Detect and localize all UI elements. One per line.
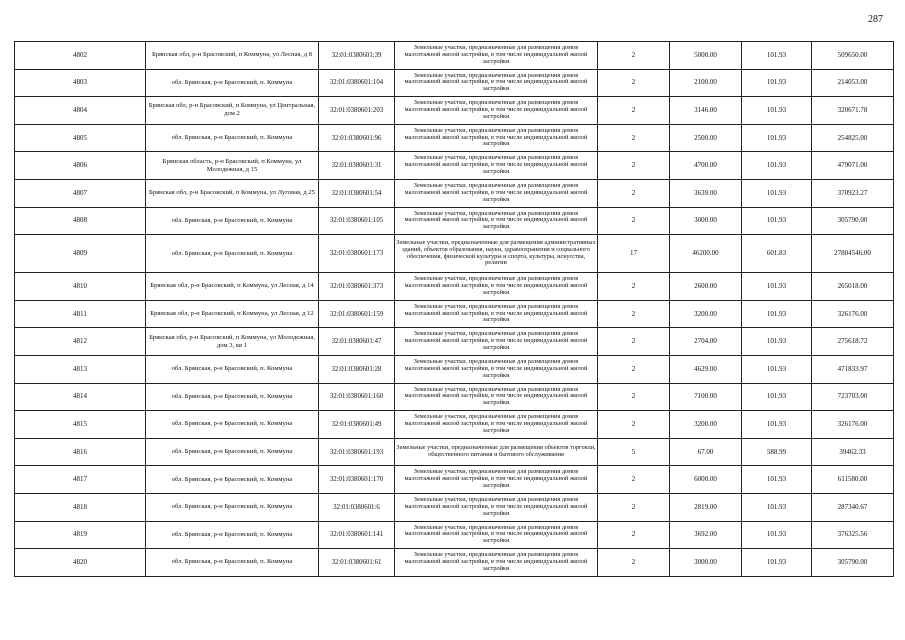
cadastral-value-cell: 723703.00 — [812, 383, 894, 411]
cadastral-number-cell: 32:01:0380601:96 — [319, 124, 395, 152]
land-use-cell: Земельные участки, предназначенные для размещения домов малоэтажной жилой застройки, в том числе индивидуальной жилой застройки — [395, 328, 598, 356]
use-group-cell: 2 — [598, 273, 670, 301]
area-cell: 67.00 — [670, 438, 742, 466]
table-row — [15, 355, 894, 383]
land-use-cell: Земельные участки, предназначенные для размещения домов малоэтажной жилой застройки, в том числе индивидуальной жилой застройки — [395, 207, 598, 235]
table-row — [15, 411, 894, 439]
address-cell: обл. Брянская, р-н Брасовский, п. Коммуна — [146, 124, 319, 152]
cadastral-number-cell: 32:01:0380601:373 — [319, 273, 395, 301]
row-number-cell: 4806 — [15, 152, 146, 180]
row-number-cell: 4805 — [15, 124, 146, 152]
cadastral-number-cell: 32:01:0380601:193 — [319, 438, 395, 466]
table-row — [15, 207, 894, 235]
cadastral-value-cell: 305790.00 — [812, 207, 894, 235]
address-cell: обл. Брянская, р-н Брасовский, п. Коммуна — [146, 69, 319, 97]
land-plots-table — [14, 41, 894, 577]
cadastral-number-cell: 32:01:0380601:104 — [319, 69, 395, 97]
address-cell: обл. Брянская, р-н Брасовский, п. Коммуна — [146, 466, 319, 494]
use-group-cell: 2 — [598, 493, 670, 521]
cadastral-number-cell: 32:01:0380601:203 — [319, 97, 395, 125]
address-cell: Брянская обл, р-н Брасовский, п Коммуна, ул Лесная, д 14 — [146, 273, 319, 301]
land-use-cell: Земельные участки, предназначенные для размещения домов малоэтажной жилой застройки, в том числе индивидуальной жилой застройки — [395, 69, 598, 97]
cadastral-number-cell: 32:01:0380601:61 — [319, 549, 395, 577]
specific-value-cell: 101.93 — [742, 273, 812, 301]
land-use-cell: Земельные участки, предназначенные для размещения домов малоэтажной жилой застройки, в том числе индивидуальной жилой застройки — [395, 97, 598, 125]
cadastral-value-cell: 471833.97 — [812, 355, 894, 383]
area-cell: 2100.00 — [670, 69, 742, 97]
address-cell: обл. Брянская, р-н Брасовский, п. Коммуна — [146, 521, 319, 549]
cadastral-value-cell: 265018.00 — [812, 273, 894, 301]
area-cell: 2704.00 — [670, 328, 742, 356]
land-use-cell: Земельные участки, предназначенные для размещения домов малоэтажной жилой застройки, в том числе индивидуальной жилой застройки — [395, 273, 598, 301]
table-row — [15, 300, 894, 328]
address-cell: обл. Брянская, р-н Брасовский, п. Коммуна — [146, 411, 319, 439]
use-group-cell: 2 — [598, 521, 670, 549]
land-use-cell: Земельные участки, предназначенные для размещения домов малоэтажной жилой застройки, в том числе индивидуальной жилой застройки — [395, 42, 598, 70]
land-use-cell: Земельные участки, предназначенные для размещения административных зданий, объектов образования, науки, здравоохранения и социального обеспечения, физической культуры и спорта, культуры, искусства, религии — [395, 235, 598, 273]
land-use-cell: Земельные участки, предназначенные для размещения домов малоэтажной жилой застройки, в том числе индивидуальной жилой застройки — [395, 466, 598, 494]
table-row — [15, 124, 894, 152]
land-use-cell: Земельные участки, предназначенные для размещения домов малоэтажной жилой застройки, в том числе индивидуальной жилой застройки — [395, 152, 598, 180]
row-number-cell: 4802 — [15, 42, 146, 70]
area-cell: 3000.00 — [670, 207, 742, 235]
specific-value-cell: 101.93 — [742, 383, 812, 411]
table-row — [15, 383, 894, 411]
table-row — [15, 152, 894, 180]
specific-value-cell: 588.99 — [742, 438, 812, 466]
cadastral-value-cell: 376325.56 — [812, 521, 894, 549]
land-use-cell: Земельные участки, предназначенные для размещения домов малоэтажной жилой застройки, в том числе индивидуальной жилой застройки — [395, 124, 598, 152]
cadastral-number-cell: 32:01:0380601:141 — [319, 521, 395, 549]
cadastral-number-cell: 32:01:0380601:47 — [319, 328, 395, 356]
use-group-cell: 2 — [598, 152, 670, 180]
row-number-cell: 4812 — [15, 328, 146, 356]
cadastral-number-cell: 32:01:0380601:105 — [319, 207, 395, 235]
cadastral-number-cell: 32:01:0380601:49 — [319, 411, 395, 439]
table-row — [15, 466, 894, 494]
specific-value-cell: 601.83 — [742, 235, 812, 273]
use-group-cell: 17 — [598, 235, 670, 273]
use-group-cell: 2 — [598, 97, 670, 125]
address-cell: Брянская обл, р-н Брасовский, п Коммуна, ул Молодежная, дом 3, кв 1 — [146, 328, 319, 356]
cadastral-number-cell: 32:01:0380601:160 — [319, 383, 395, 411]
use-group-cell: 2 — [598, 124, 670, 152]
cadastral-number-cell: 32:01:0380601:6 — [319, 493, 395, 521]
use-group-cell: 2 — [598, 69, 670, 97]
address-cell: обл. Брянская, р-н Брасовский, п. Коммуна — [146, 549, 319, 577]
area-cell: 2500.00 — [670, 124, 742, 152]
cadastral-value-cell: 611580.00 — [812, 466, 894, 494]
use-group-cell: 2 — [598, 207, 670, 235]
specific-value-cell: 101.93 — [742, 207, 812, 235]
table-row — [15, 235, 894, 273]
land-use-cell: Земельные участки, предназначенные для размещения домов малоэтажной жилой застройки, в том числе индивидуальной жилой застройки — [395, 521, 598, 549]
address-cell: обл. Брянская, р-н Брасовский, п. Коммуна — [146, 207, 319, 235]
row-number-cell: 4810 — [15, 273, 146, 301]
use-group-cell: 2 — [598, 383, 670, 411]
table-row — [15, 438, 894, 466]
table-row — [15, 97, 894, 125]
cadastral-number-cell: 32:01:0380601:173 — [319, 235, 395, 273]
cadastral-value-cell: 479071.00 — [812, 152, 894, 180]
use-group-cell: 2 — [598, 466, 670, 494]
area-cell: 5000.00 — [670, 42, 742, 70]
table-row — [15, 273, 894, 301]
cadastral-value-cell: 370923.27 — [812, 179, 894, 207]
cadastral-number-cell: 32:01:0380601:31 — [319, 152, 395, 180]
cadastral-value-cell: 326176.00 — [812, 411, 894, 439]
use-group-cell: 2 — [598, 411, 670, 439]
cadastral-value-cell: 214053.00 — [812, 69, 894, 97]
address-cell: обл. Брянская, р-н Брасовский, п. Коммуна — [146, 383, 319, 411]
table-row — [15, 179, 894, 207]
cadastral-number-cell: 32:01:0380601:54 — [319, 179, 395, 207]
use-group-cell: 2 — [598, 549, 670, 577]
area-cell: 3200.00 — [670, 300, 742, 328]
area-cell: 7100.00 — [670, 383, 742, 411]
specific-value-cell: 101.93 — [742, 152, 812, 180]
area-cell: 4629.00 — [670, 355, 742, 383]
cadastral-value-cell: 509650.00 — [812, 42, 894, 70]
area-cell: 3000.00 — [670, 549, 742, 577]
cadastral-value-cell: 254825.00 — [812, 124, 894, 152]
row-number-cell: 4808 — [15, 207, 146, 235]
use-group-cell: 2 — [598, 42, 670, 70]
row-number-cell: 4819 — [15, 521, 146, 549]
row-number-cell: 4804 — [15, 97, 146, 125]
cadastral-value-cell: 39462.33 — [812, 438, 894, 466]
table-row — [15, 69, 894, 97]
specific-value-cell: 101.93 — [742, 124, 812, 152]
cadastral-value-cell: 27804546.00 — [812, 235, 894, 273]
address-cell: обл. Брянская, р-н Брасовский, п. Коммуна — [146, 493, 319, 521]
area-cell: 46200.00 — [670, 235, 742, 273]
address-cell: Брянская область, р-н Брасовский, п Коммуна, ул Молодежная, д 15 — [146, 152, 319, 180]
row-number-cell: 4817 — [15, 466, 146, 494]
cadastral-number-cell: 32:01:0380601:170 — [319, 466, 395, 494]
area-cell: 4700.00 — [670, 152, 742, 180]
row-number-cell: 4809 — [15, 235, 146, 273]
area-cell: 2819.00 — [670, 493, 742, 521]
use-group-cell: 2 — [598, 179, 670, 207]
specific-value-cell: 101.93 — [742, 521, 812, 549]
address-cell: обл. Брянская, р-н Брасовский, п. Коммуна — [146, 235, 319, 273]
area-cell: 3146.00 — [670, 97, 742, 125]
row-number-cell: 4814 — [15, 383, 146, 411]
use-group-cell: 2 — [598, 300, 670, 328]
table-row — [15, 328, 894, 356]
land-use-cell: Земельные участки, предназначенные для размещения домов малоэтажной жилой застройки, в том числе индивидуальной жилой застройки — [395, 300, 598, 328]
row-number-cell: 4820 — [15, 549, 146, 577]
row-number-cell: 4815 — [15, 411, 146, 439]
cadastral-number-cell: 32:01:0380601:28 — [319, 355, 395, 383]
land-use-cell: Земельные участки, предназначенные для размещения домов малоэтажной жилой застройки, в том числе индивидуальной жилой застройки — [395, 355, 598, 383]
table-row — [15, 42, 894, 70]
land-use-cell: Земельные участки, предназначенные для размещения домов малоэтажной жилой застройки, в том числе индивидуальной жилой застройки — [395, 383, 598, 411]
row-number-cell: 4807 — [15, 179, 146, 207]
specific-value-cell: 101.93 — [742, 328, 812, 356]
specific-value-cell: 101.93 — [742, 42, 812, 70]
cadastral-value-cell: 275618.72 — [812, 328, 894, 356]
table-row — [15, 521, 894, 549]
use-group-cell: 2 — [598, 355, 670, 383]
row-number-cell: 4818 — [15, 493, 146, 521]
row-number-cell: 4811 — [15, 300, 146, 328]
specific-value-cell: 101.93 — [742, 97, 812, 125]
cadastral-value-cell: 305790.00 — [812, 549, 894, 577]
row-number-cell: 4803 — [15, 69, 146, 97]
specific-value-cell: 101.93 — [742, 179, 812, 207]
address-cell: Брянская обл, р-н Брасовский, п Коммуна, ул Луговая, д 25 — [146, 179, 319, 207]
page-number: 287 — [868, 14, 883, 25]
address-cell: обл. Брянская, р-н Брасовский, п. Коммуна — [146, 355, 319, 383]
specific-value-cell: 101.93 — [742, 69, 812, 97]
table-row — [15, 549, 894, 577]
area-cell: 6000.00 — [670, 466, 742, 494]
use-group-cell: 5 — [598, 438, 670, 466]
cadastral-value-cell: 320671.78 — [812, 97, 894, 125]
specific-value-cell: 101.93 — [742, 300, 812, 328]
land-use-cell: Земельные участки, предназначенные для размещения домов малоэтажной жилой застройки, в том числе индивидуальной жилой застройки — [395, 411, 598, 439]
specific-value-cell: 101.93 — [742, 411, 812, 439]
row-number-cell: 4816 — [15, 438, 146, 466]
address-cell: обл. Брянская, р-н Брасовский, п. Коммуна — [146, 438, 319, 466]
land-use-cell: Земельные участки, предназначенные для размещения домов малоэтажной жилой застройки, в том числе индивидуальной жилой застройки — [395, 549, 598, 577]
land-use-cell: Земельные участки, предназначенные для размещения домов малоэтажной жилой застройки, в том числе индивидуальной жилой застройки — [395, 179, 598, 207]
land-use-cell: Земельные участки, предназначенные для размещения объектов торговли, общественного питания и бытового обслуживания — [395, 438, 598, 466]
area-cell: 3200.00 — [670, 411, 742, 439]
cadastral-number-cell: 32:01:0380601:159 — [319, 300, 395, 328]
row-number-cell: 4813 — [15, 355, 146, 383]
specific-value-cell: 101.93 — [742, 355, 812, 383]
address-cell: Брянская обл, р-н Брасовский, п Коммуна, ул Центральная, дом 2 — [146, 97, 319, 125]
table-body — [15, 42, 894, 577]
use-group-cell: 2 — [598, 328, 670, 356]
address-cell: Брянская обл, р-н Брасовский, п Коммуна, ул Лесная, д 12 — [146, 300, 319, 328]
table-row — [15, 493, 894, 521]
land-use-cell: Земельные участки, предназначенные для размещения домов малоэтажной жилой застройки, в том числе индивидуальной жилой застройки — [395, 493, 598, 521]
cadastral-value-cell: 287340.67 — [812, 493, 894, 521]
specific-value-cell: 101.93 — [742, 466, 812, 494]
address-cell: Брянская обл, р-н Брасовский, п Коммуна, ул Лесная, д 8 — [146, 42, 319, 70]
area-cell: 3639.00 — [670, 179, 742, 207]
area-cell: 3692.00 — [670, 521, 742, 549]
specific-value-cell: 101.93 — [742, 549, 812, 577]
cadastral-value-cell: 326176.00 — [812, 300, 894, 328]
cadastral-number-cell: 32:01:0380601:39 — [319, 42, 395, 70]
specific-value-cell: 101.93 — [742, 493, 812, 521]
area-cell: 2600.00 — [670, 273, 742, 301]
